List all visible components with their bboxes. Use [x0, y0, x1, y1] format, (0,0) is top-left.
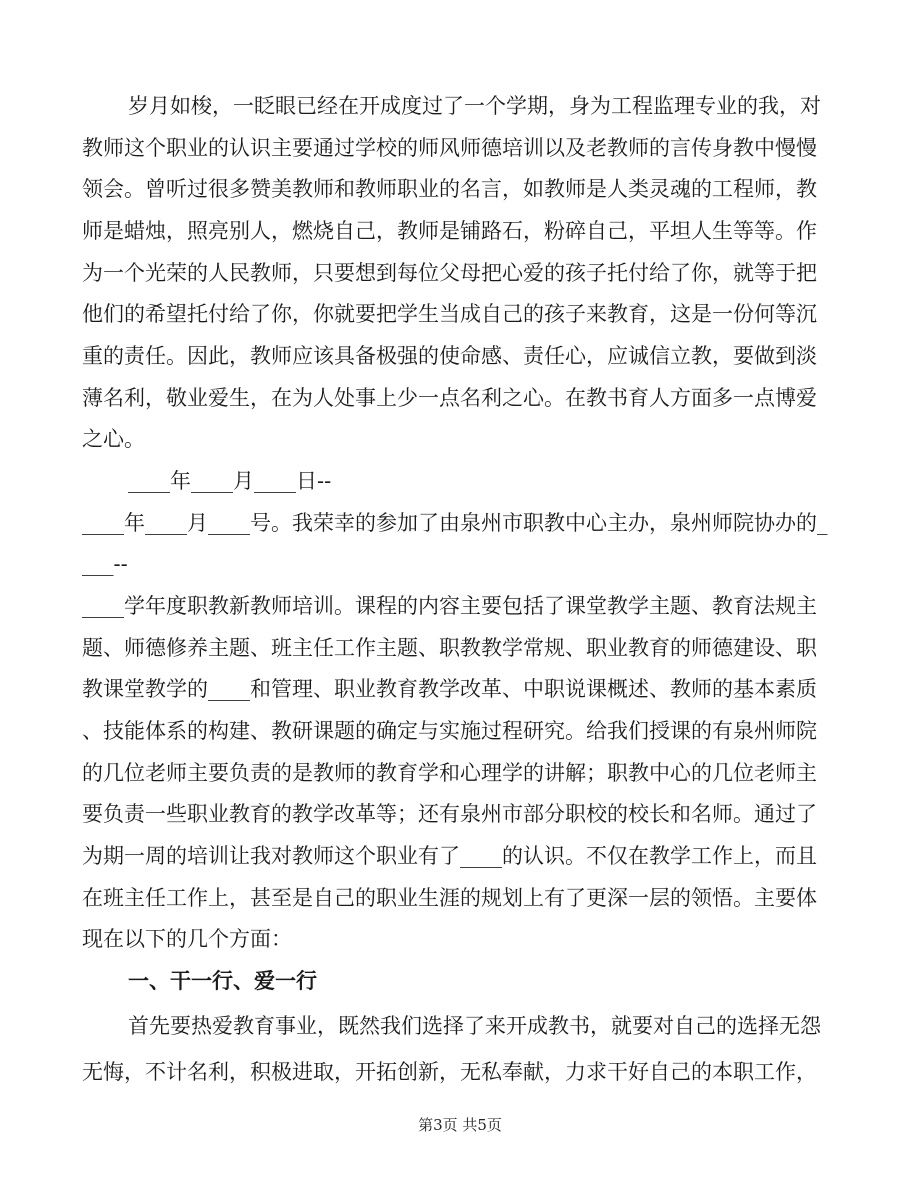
- paragraph-line: 重的责任。因此，教师应该具备极强的使命感、责任心，应诚信立教，要做到淡: [82, 344, 817, 368]
- date-line: ____年____月____日--: [128, 469, 332, 493]
- paragraph-line: 在班主任工作上，甚至是自己的职业生涯的规划上有了更深一层的领悟。主要体: [82, 886, 817, 910]
- paragraph-line: ____年____月____号。我荣幸的参加了由泉州市职教中心主办，泉州师院协办的_: [82, 511, 828, 535]
- paragraph-line: ___--: [82, 552, 128, 576]
- paragraph-line: 领会。曾听过很多赞美教师和教师职业的名言，如教师是人类灵魂的工程师，教: [82, 177, 817, 201]
- paragraph-line: 现在以下的几个方面：: [82, 927, 292, 951]
- paragraph-line: 之心。: [82, 427, 145, 451]
- page-number-footer: 第3页 共5页: [418, 1116, 502, 1134]
- section-heading: 一、干一行、爱一行: [128, 968, 317, 993]
- paragraph-line: 岁月如梭，一眨眼已经在开成度过了一个学期，身为工程监理专业的我，对: [128, 94, 821, 118]
- paragraph-line: ____学年度职教新教师培训。课程的内容主要包括了课堂教学主题、教育法规主: [82, 594, 817, 618]
- paragraph-line: 要负责一些职业教育的教学改革等；还有泉州市部分职校的校长和名师。通过了: [82, 802, 817, 826]
- paragraph-line: 题、师德修养主题、班主任工作主题、职教教学常规、职业教育的师德建设、职: [82, 636, 817, 660]
- paragraph-line: 的几位老师主要负责的是教师的教育学和心理学的讲解；职教中心的几位老师主: [82, 761, 817, 785]
- paragraph-line: 薄名利，敬业爱生，在为人处事上少一点名利之心。在教书育人方面多一点博爱: [82, 386, 817, 410]
- paragraph-line: 他们的希望托付给了你，你就要把学生当成自己的孩子来教育，这是一份何等沉: [82, 302, 817, 326]
- paragraph-line: 师是蜡烛，照亮别人，燃烧自己，教师是铺路石，粉碎自己，平坦人生等等。作: [82, 219, 817, 243]
- paragraph-line: 教师这个职业的认识主要通过学校的师风师德培训以及老教师的言传身教中慢慢: [82, 136, 817, 160]
- paragraph-line: 为一个光荣的人民教师，只要想到每位父母把心爱的孩子托付给了你，就等于把: [82, 261, 817, 285]
- paragraph-line: 教课堂教学的____和管理、职业教育教学改革、中职说课概述、教师的基本素质: [82, 677, 817, 701]
- paragraph-line: 为期一周的培训让我对教师这个职业有了____的认识。不仅在教学工作上，而且: [82, 844, 817, 868]
- paragraph-line: 首先要热爱教育事业，既然我们选择了来开成教书，就要对自己的选择无怨: [128, 1014, 821, 1038]
- paragraph-line: 、技能体系的构建、教研课题的确定与实施过程研究。给我们授课的有泉州师院: [82, 719, 817, 743]
- paragraph-line: 无悔，不计名利，积极进取，开拓创新，无私奉献，力求干好自己的本职工作，: [82, 1060, 817, 1084]
